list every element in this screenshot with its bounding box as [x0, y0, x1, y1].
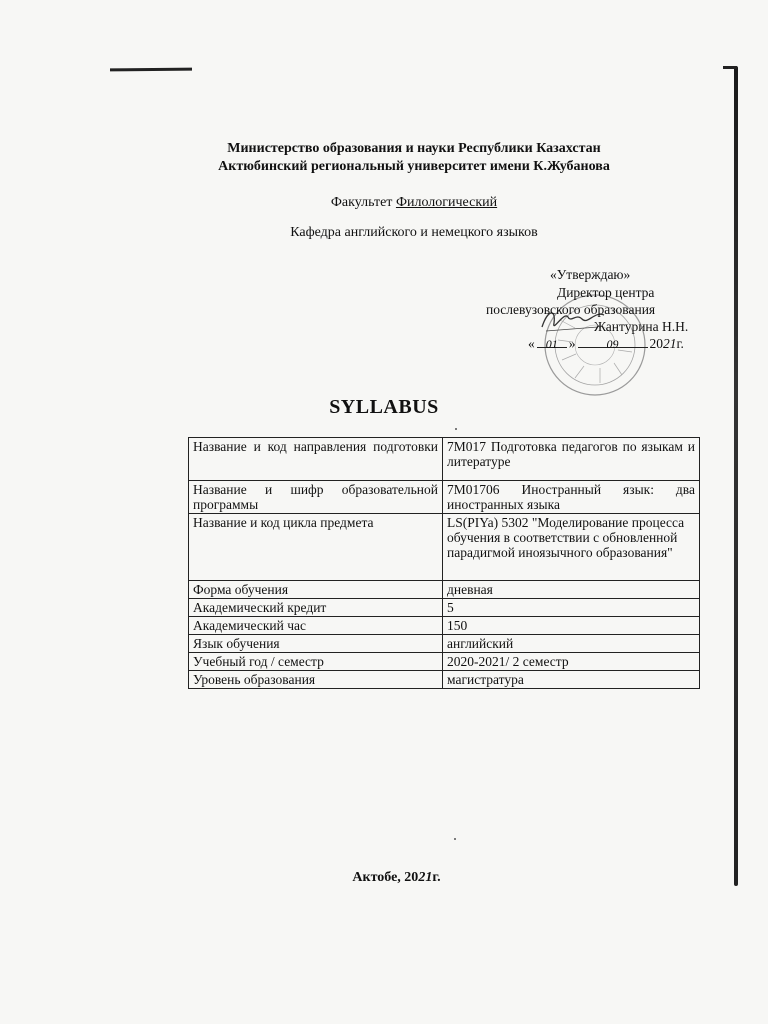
date-month: 09	[578, 336, 648, 348]
table-row	[189, 617, 700, 635]
footer-city: Актобе, 20	[352, 870, 419, 885]
table-row	[189, 438, 700, 481]
row-label: Название и шифр образовательной программы	[189, 481, 443, 514]
approval-heading: «Утверждаю»	[550, 267, 631, 282]
row-value: 150	[443, 617, 700, 635]
row-label: Название и код цикла предмета	[189, 514, 443, 581]
date-open-quote: «	[528, 336, 535, 351]
approval-center: послевузовского образования	[486, 302, 656, 317]
footer-year-suffix: 21	[418, 870, 433, 885]
row-value: 7M017 Подготовка педагогов по языкам и литературе	[443, 438, 700, 481]
scan-artifact-line	[110, 68, 192, 72]
date-year-suffix: 21	[663, 336, 677, 351]
document-title: SYLLABUS	[329, 396, 439, 418]
table-row	[189, 599, 700, 617]
row-label: Академический час	[189, 617, 443, 635]
university-title: Актюбинский региональный университет имени К.Жубанова	[218, 159, 610, 174]
date-year-prefix: 20	[649, 336, 663, 351]
scan-speck	[454, 838, 456, 840]
table-row	[189, 481, 700, 514]
table-row	[189, 581, 700, 599]
row-label: Название и код направления подготовки	[189, 438, 443, 481]
table-row	[189, 653, 700, 671]
table-row	[189, 635, 700, 653]
row-value: магистратура	[443, 671, 700, 689]
date-day: 01	[537, 336, 567, 348]
scan-artifact-tick	[723, 66, 737, 69]
date-year-end: г.	[676, 336, 684, 351]
faculty-name: Филологический	[395, 195, 498, 210]
row-value: 2020-2021/ 2 семестр	[443, 653, 700, 671]
row-value: дневная	[443, 581, 700, 599]
approval-name: Жантурина Н.Н.	[594, 319, 689, 334]
row-label: Язык обучения	[189, 635, 443, 653]
row-label: Форма обучения	[189, 581, 443, 599]
faculty-label: Факультет	[330, 195, 393, 210]
date-close-quote: »	[568, 336, 576, 351]
row-value: английский	[443, 635, 700, 653]
scan-speck	[455, 428, 457, 430]
footer-city-year	[0, 870, 768, 886]
row-value: LS(PIYa) 5302 "Моделирование процесса обучения в соответствии с обновленной парадигмой иноязычного образования"	[443, 514, 700, 581]
row-label: Учебный год / семестр	[189, 653, 443, 671]
approval-position: Директор центра	[557, 285, 655, 300]
scan-artifact-edge	[734, 66, 738, 886]
table-row	[189, 514, 700, 581]
row-value: 5	[443, 599, 700, 617]
approval-date	[528, 335, 684, 352]
ministry-title: Министерство образования и науки Республики Казахстан	[227, 141, 601, 156]
row-value: 7M01706 Иностранный язык: два иностранных языка	[443, 481, 700, 514]
table-row	[189, 671, 700, 689]
row-label: Уровень образования	[189, 671, 443, 689]
department-line: Кафедра английского и немецкого языков	[290, 225, 538, 240]
faculty-line	[30, 194, 768, 212]
row-label: Академический кредит	[189, 599, 443, 617]
footer-year-end: г.	[432, 870, 441, 885]
syllabus-info-table	[188, 437, 700, 689]
